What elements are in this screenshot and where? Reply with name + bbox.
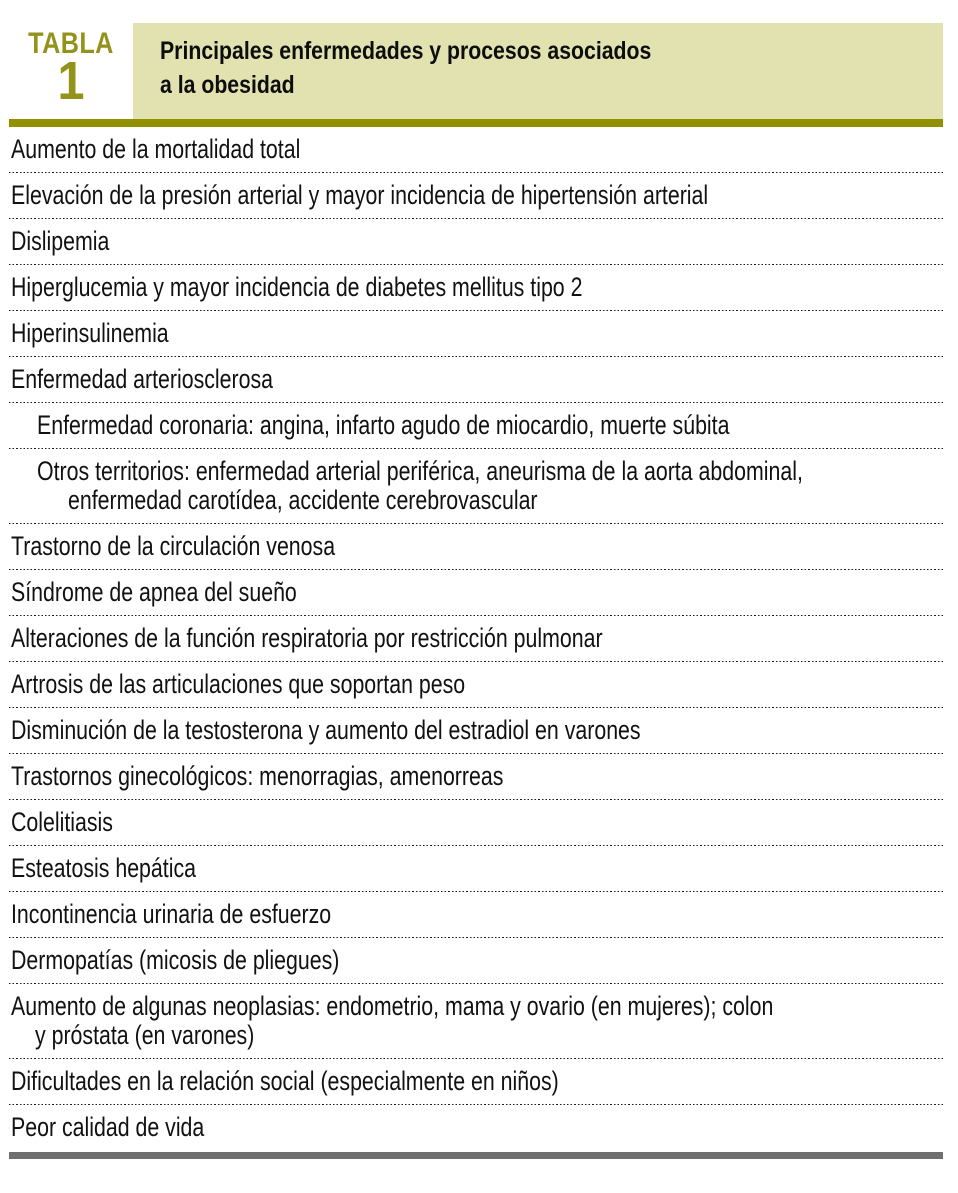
table-row-text: Incontinencia urinaria de esfuerzo — [11, 899, 332, 929]
table-title-text-2: a la obesidad — [160, 71, 295, 99]
table-row — [9, 570, 943, 616]
table-row-line — [11, 532, 943, 561]
table-title-line-2 — [160, 70, 943, 104]
table-row-text: Dermopatías (micosis de pliegues) — [11, 945, 340, 975]
table-row-line — [11, 670, 943, 699]
table-row-line — [11, 578, 943, 607]
table-row-text: Otros territorios: enfermedad arterial periférica, aneurisma de la aorta abdominal, — [37, 456, 803, 486]
table-row-line — [11, 1067, 943, 1096]
table-row-text: Peor calidad de vida — [11, 1112, 205, 1142]
table-row-text: Artrosis de las articulaciones que soportan peso — [11, 669, 466, 699]
table-row — [9, 616, 943, 662]
table-row-text: Esteatosis hepática — [11, 853, 196, 883]
table-row-line — [11, 716, 943, 745]
table-row-line — [11, 992, 943, 1021]
table-title-line-1 — [160, 36, 943, 70]
table-row-text: Aumento de la mortalidad total — [11, 134, 301, 164]
table-row-line — [11, 365, 943, 394]
table-row — [9, 357, 943, 403]
table-row-line — [35, 1021, 943, 1050]
table-row-line — [11, 946, 943, 975]
table-row-line — [68, 486, 943, 515]
table-row — [9, 938, 943, 984]
table-row-text: enfermedad carotídea, accidente cerebrovascular — [68, 485, 538, 515]
table-row — [9, 127, 943, 173]
table-row — [9, 1105, 943, 1151]
table-row — [9, 800, 943, 846]
table-row-line — [11, 808, 943, 837]
table-row-line — [11, 762, 943, 791]
table-row-text: Hiperinsulinemia — [11, 318, 169, 348]
disease-list — [9, 127, 943, 1151]
table-row-line — [11, 624, 943, 653]
table-row-line — [11, 135, 943, 164]
table-row — [9, 708, 943, 754]
table-row-text: Aumento de algunas neoplasias: endometrio, mama y ovario (en mujeres); colon — [11, 991, 774, 1021]
table-label — [9, 27, 133, 111]
table-row — [9, 754, 943, 800]
table-header — [9, 0, 943, 119]
table-row-text: Hiperglucemia y mayor incidencia de diabetes mellitus tipo 2 — [11, 272, 583, 302]
table-row-text: Trastornos ginecológicos: menorragias, amenorreas — [11, 761, 504, 791]
table-row-text: Dificultades en la relación social (especialmente en niños) — [11, 1066, 559, 1096]
table-row — [9, 173, 943, 219]
table-row — [9, 449, 943, 524]
table-row-text: Elevación de la presión arterial y mayor incidencia de hipertensión arterial — [11, 180, 709, 210]
table-label-word: TABLA — [28, 27, 114, 60]
table-row-line — [37, 457, 943, 486]
table-row-line — [11, 854, 943, 883]
table-row-line — [11, 1113, 943, 1142]
table-row-line — [11, 319, 943, 348]
table-row — [9, 892, 943, 938]
table-row-text: Síndrome de apnea del sueño — [11, 577, 297, 607]
table-row-line — [11, 900, 943, 929]
table-label-number: 1 — [57, 51, 85, 111]
table-row — [9, 1059, 943, 1105]
table-row-text: Colelitiasis — [11, 807, 113, 837]
table-row — [9, 403, 943, 449]
bottom-rule — [9, 1152, 943, 1159]
table-title-text-1: Principales enfermedades y procesos asociados — [160, 37, 652, 65]
table-row-text: Disminución de la testosterona y aumento del estradiol en varones — [11, 715, 641, 745]
table-row-text: Trastorno de la circulación venosa — [11, 531, 336, 561]
table-title-box — [133, 23, 943, 119]
header-rule — [9, 119, 943, 127]
table-row — [9, 524, 943, 570]
table-row-text: Dislipemia — [11, 226, 110, 256]
table-row-line — [37, 411, 943, 440]
table-row — [9, 984, 943, 1059]
table-row-text: Alteraciones de la función respiratoria por restricción pulmonar — [11, 623, 603, 653]
table-row — [9, 265, 943, 311]
table-row-text: y próstata (en varones) — [35, 1020, 255, 1050]
table-row-text: Enfermedad arteriosclerosa — [11, 364, 274, 394]
table-row-line — [11, 273, 943, 302]
table-row-line — [11, 181, 943, 210]
table-row — [9, 662, 943, 708]
table-row — [9, 846, 943, 892]
table-row-line — [11, 227, 943, 256]
table-row — [9, 219, 943, 265]
table-row — [9, 311, 943, 357]
table-row-text: Enfermedad coronaria: angina, infarto agudo de miocardio, muerte súbita — [37, 410, 730, 440]
table-content — [9, 0, 943, 1159]
